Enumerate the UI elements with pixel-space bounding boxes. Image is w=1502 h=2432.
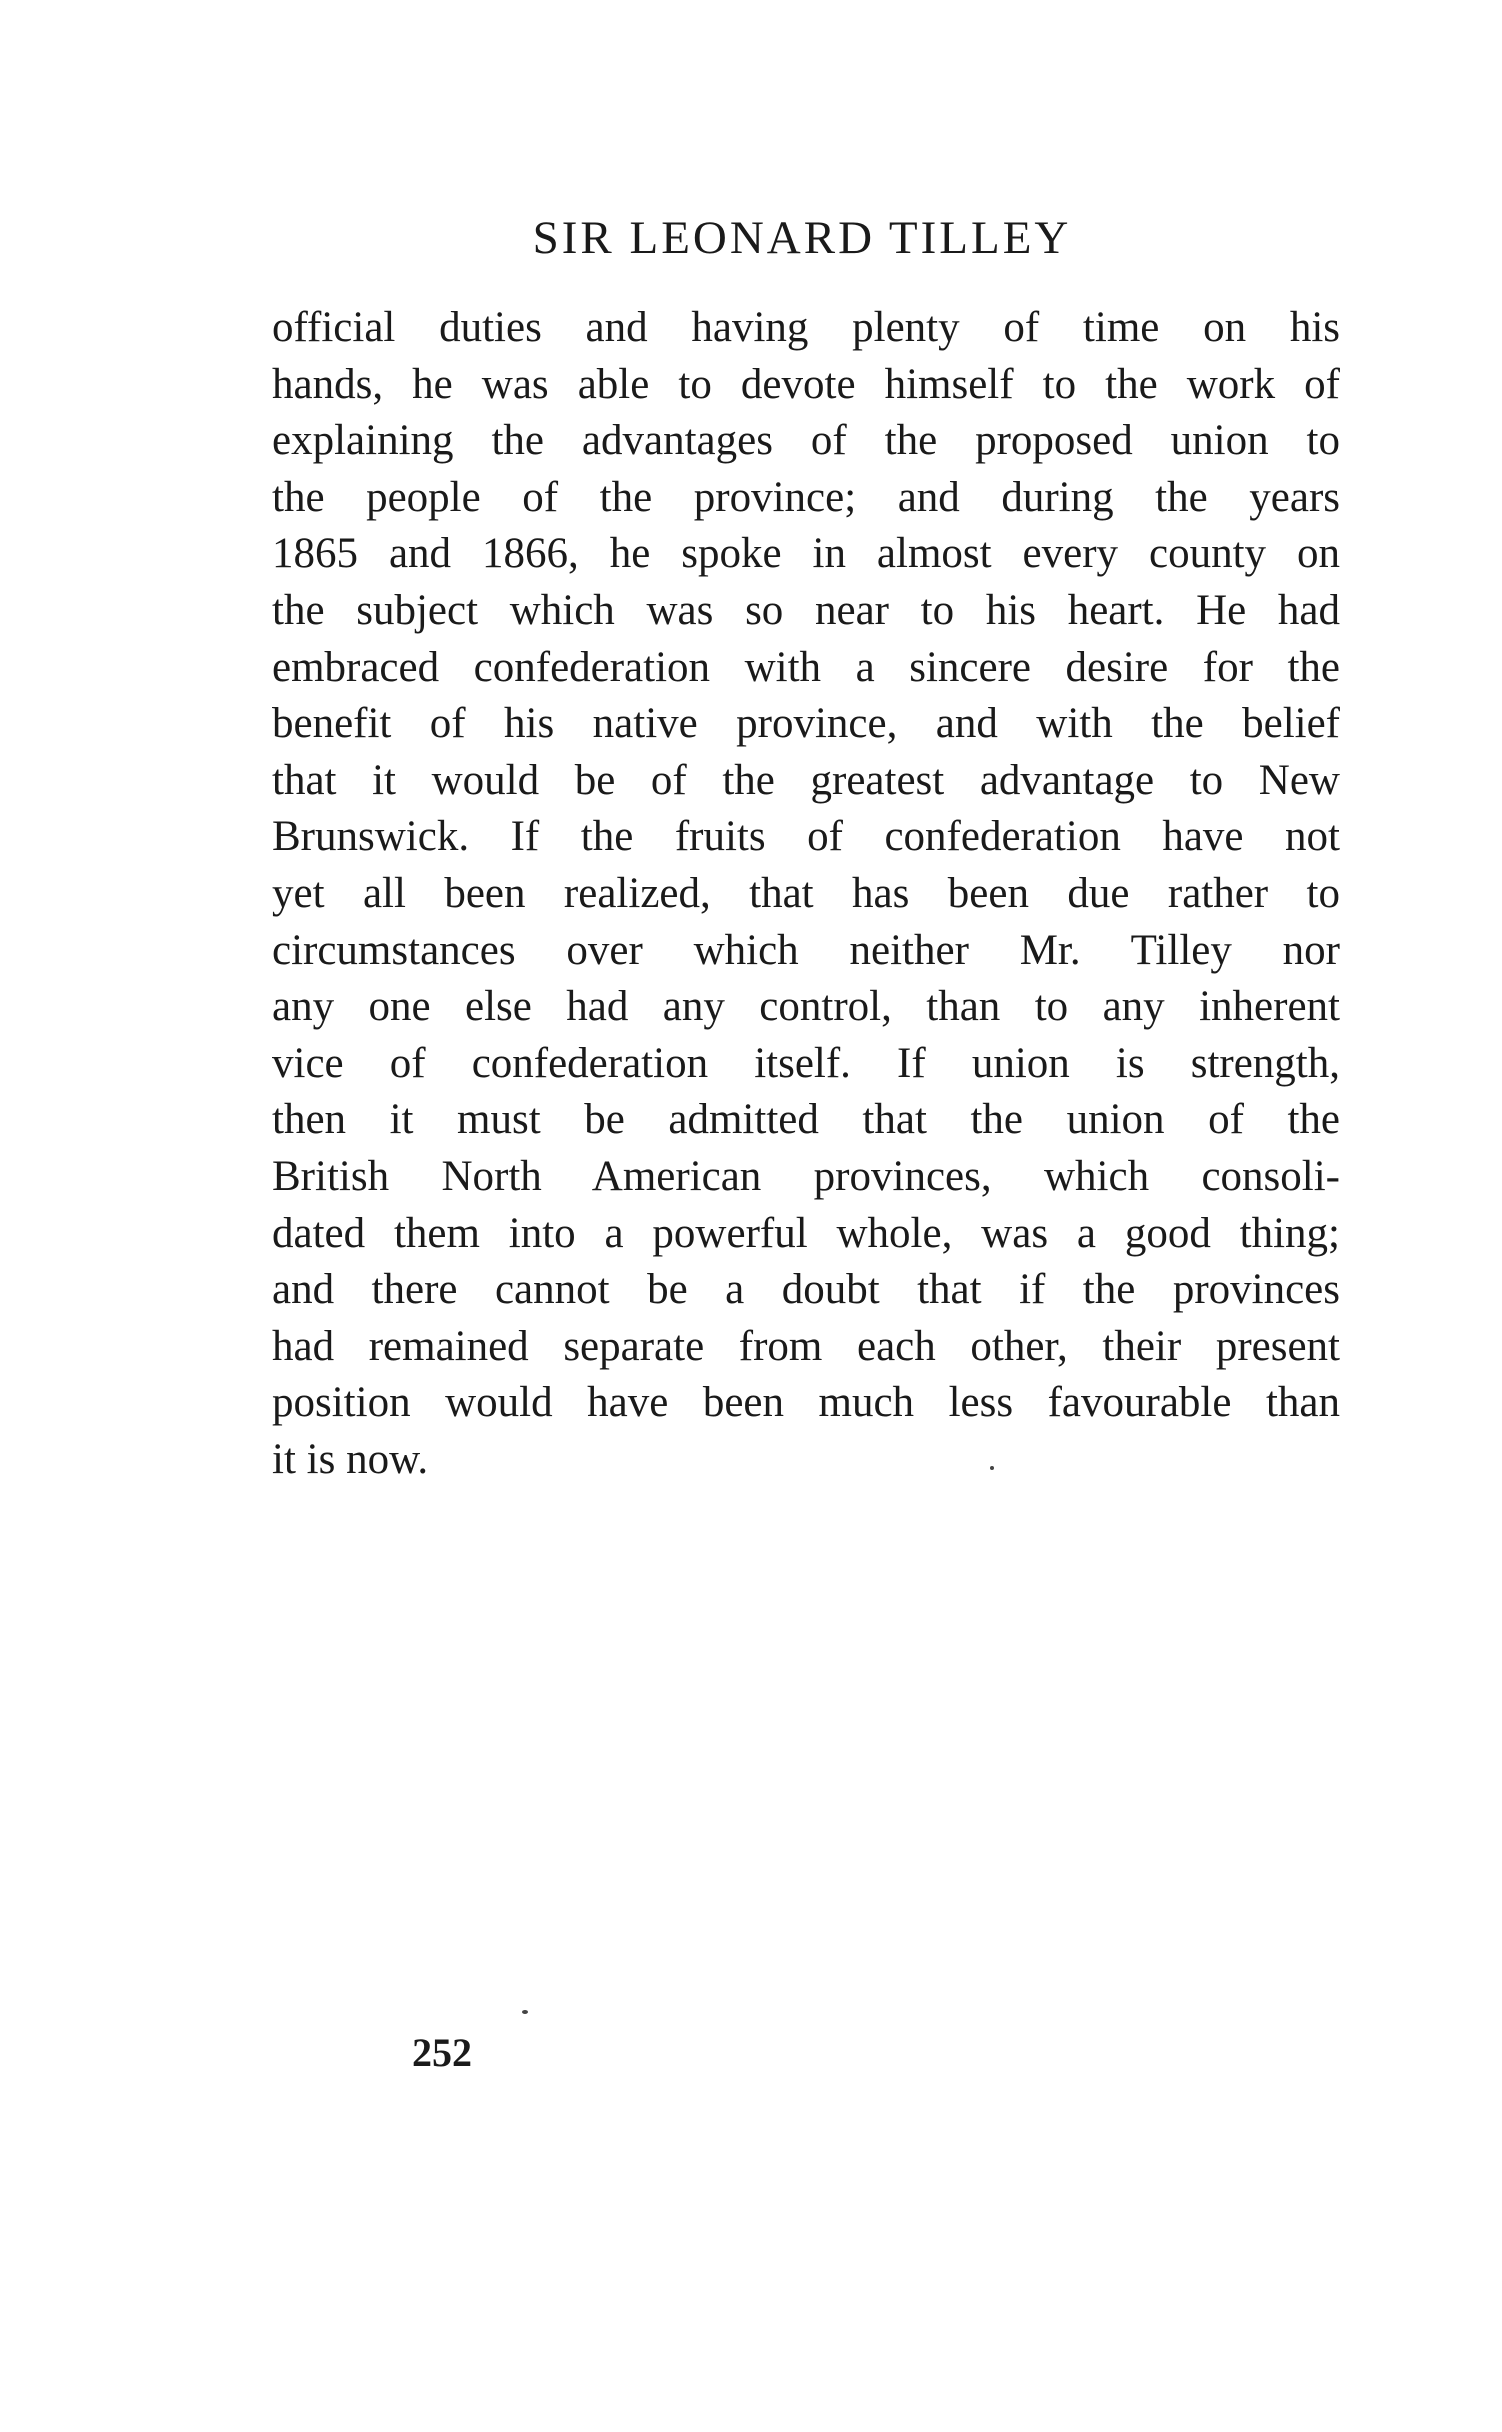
text-line: yet all been realized, that has been due rather to [272,869,1340,917]
text-line: hands, he was able to devote himself to the work of [272,360,1340,408]
text-line: and there cannot be a doubt that if the provinces [272,1266,1340,1314]
text-line: circumstances over which neither Mr. Tilley nor [272,926,1340,974]
text-line: British North American provinces, which consoli- [272,1152,1340,1200]
text-line: the subject which was so near to his heart. He had [272,586,1340,634]
print-speck [522,2010,528,2014]
text-line: it is now. [272,1435,429,1483]
text-line: embraced confederation with a sincere desire for the [272,643,1340,691]
text-line: had remained separate from each other, their present [272,1322,1340,1370]
text-line: official duties and having plenty of time on his [272,304,1340,351]
text-line: benefit of his native province, and with the belief [272,700,1340,748]
text-line: any one else had any control, than to any inherent [272,983,1340,1031]
text-line: position would have been much less favourable than [272,1379,1340,1427]
text-line: that it would be of the greatest advantage to New [272,756,1340,804]
text-line: 1865 and 1866, he spoke in almost every county on [272,530,1340,578]
page-number: 252 [412,2030,472,2075]
text-line: then it must be admitted that the union of the [272,1096,1340,1144]
text-line: Brunswick. If the fruits of confederation have not [272,813,1340,861]
text-line: the people of the province; and during the years [272,473,1340,521]
text-line: dated them into a powerful whole, was a good thing; [272,1209,1340,1257]
print-speck [990,1466,994,1470]
text-line: vice of confederation itself. If union is strength, [272,1039,1340,1087]
text-line: explaining the advantages of the proposed union to [272,417,1340,465]
running-head: SIR LEONARD TILLEY [532,212,1072,264]
body-text [272,300,1340,1488]
